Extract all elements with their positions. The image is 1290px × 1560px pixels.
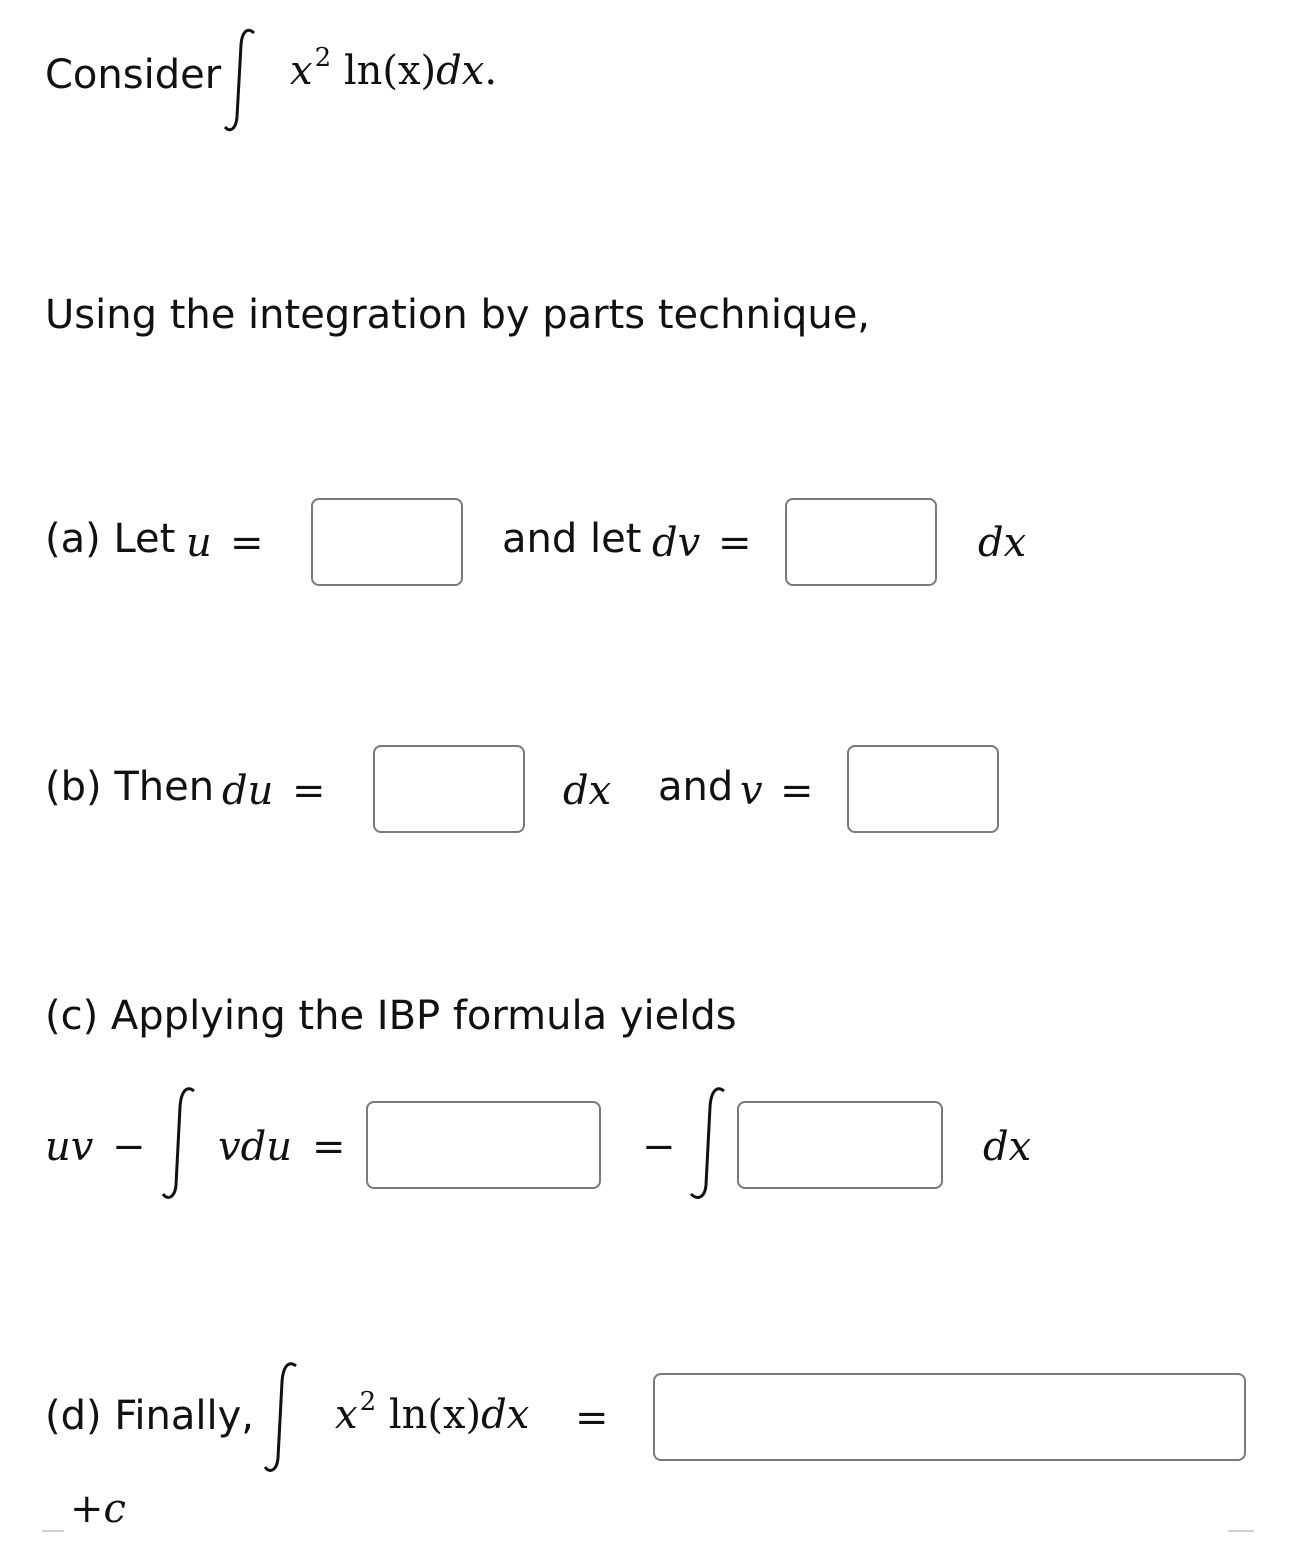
- part-d-exponent: 2: [359, 1387, 377, 1417]
- part-b-v-symbol: v: [740, 768, 763, 814]
- uv-input[interactable]: [366, 1101, 601, 1189]
- part-b-equals-2: =: [780, 768, 814, 814]
- part-a-dx: dx: [978, 520, 1027, 566]
- dv-input[interactable]: [785, 498, 937, 586]
- intro-integral-expression: [290, 43, 498, 94]
- part-b-label: (b) Then: [45, 764, 215, 810]
- part-c-integral-sign-2-icon: [686, 1085, 730, 1205]
- part-c-minus-2: −: [642, 1124, 676, 1170]
- part-b-dx: dx: [563, 768, 612, 814]
- part-a-and-let: and let: [502, 516, 642, 562]
- part-a-equals: =: [230, 520, 264, 566]
- part-c-dx: dx: [983, 1124, 1032, 1170]
- final-answer-input[interactable]: [653, 1373, 1246, 1461]
- part-b-equals: =: [292, 768, 326, 814]
- part-c-uv: uv: [45, 1124, 94, 1170]
- part-b-and: and: [658, 764, 734, 810]
- part-d-integral-sign-icon: [262, 1360, 302, 1478]
- part-c-minus: −: [112, 1124, 146, 1170]
- plus-c-constant: +c: [70, 1486, 126, 1532]
- intro-dx: dx: [436, 48, 485, 94]
- u-input[interactable]: [311, 498, 463, 586]
- part-c-label: (c) Applying the IBP formula yields: [45, 993, 737, 1039]
- bottom-right-rule: [1228, 1530, 1254, 1532]
- part-c-integral-sign-icon: [160, 1085, 200, 1205]
- part-d-label: (d) Finally,: [45, 1393, 255, 1439]
- du-input[interactable]: [373, 745, 525, 833]
- part-a-dv-symbol: dv: [652, 520, 701, 566]
- part-d-log-term: ln(x): [376, 1392, 482, 1438]
- consider-label: Consider: [45, 52, 222, 98]
- part-c-vdu: vdu: [218, 1124, 292, 1170]
- part-a-u-symbol: u: [186, 520, 212, 566]
- intro-period: .: [484, 48, 498, 94]
- part-d-integrand-variable: x: [335, 1392, 358, 1438]
- part-b-du-symbol: du: [222, 768, 274, 814]
- technique-text: Using the integration by parts technique,: [45, 292, 871, 338]
- integral-sign-icon: [222, 25, 262, 135]
- part-d-equals: =: [575, 1395, 609, 1441]
- intro-integrand-variable: x: [290, 48, 313, 94]
- part-d-dx: dx: [481, 1392, 530, 1438]
- intro-log-term: ln(x): [331, 48, 437, 94]
- part-a-equals-2: =: [718, 520, 752, 566]
- intro-exponent: 2: [314, 43, 332, 73]
- integrand-input[interactable]: [737, 1101, 943, 1189]
- part-d-integral-expression: [335, 1387, 530, 1438]
- bottom-left-rule: [42, 1530, 64, 1532]
- part-c-equals: =: [312, 1124, 346, 1170]
- part-a-label: (a) Let: [45, 516, 176, 562]
- v-input[interactable]: [847, 745, 999, 833]
